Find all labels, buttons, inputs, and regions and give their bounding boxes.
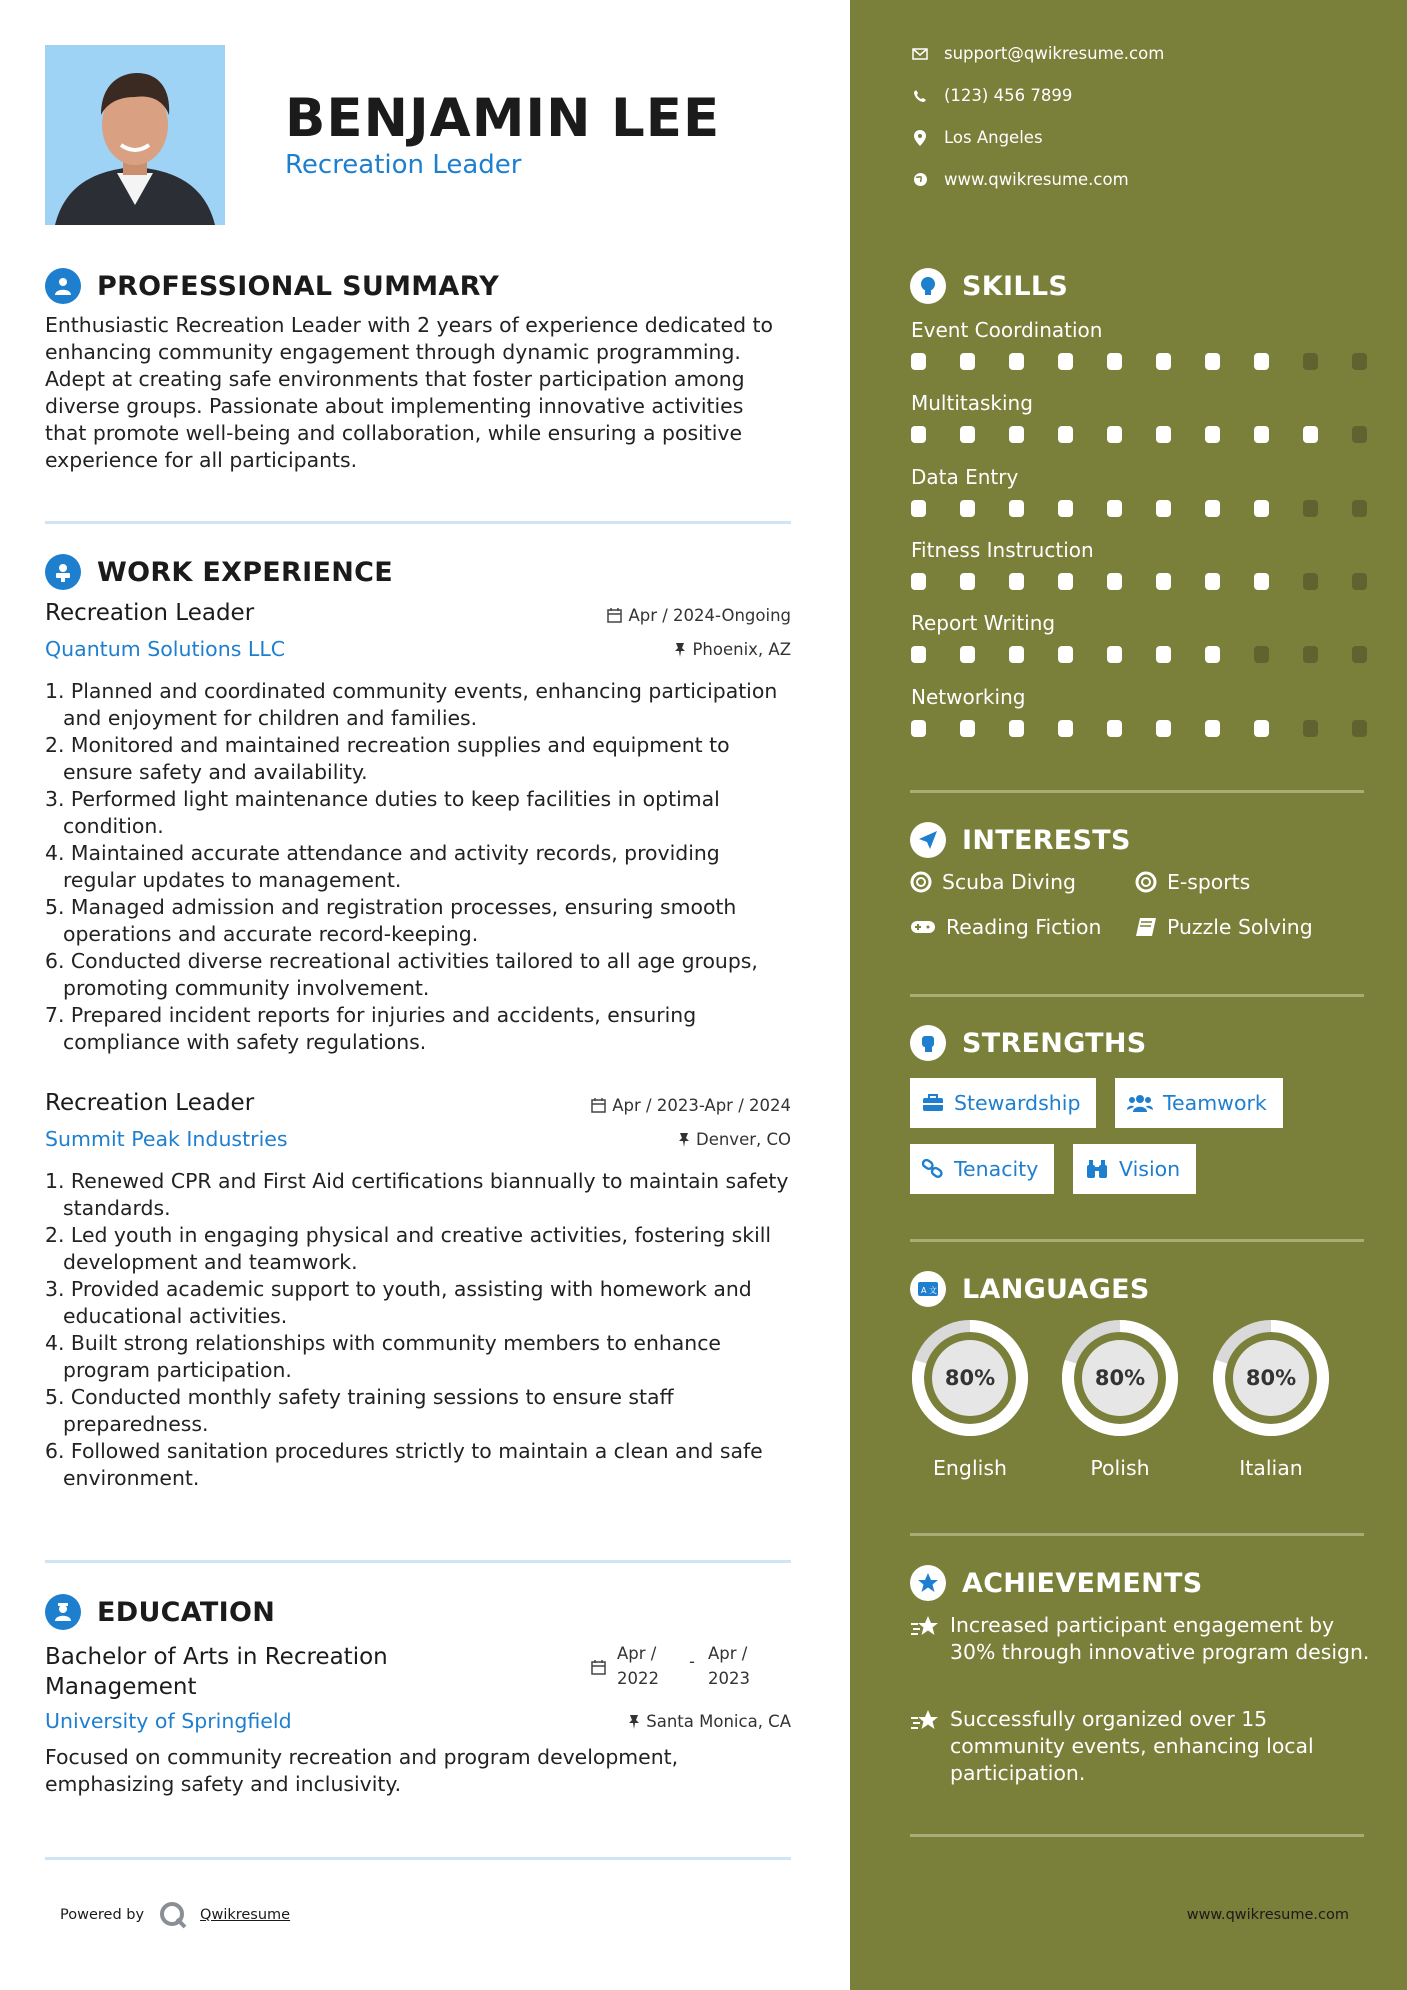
skill-dot-empty [1352,426,1367,443]
skill-dot-filled [911,573,926,590]
interest-label: Scuba Diving [942,870,1076,894]
skill-dot-filled [1009,646,1024,663]
education-title: EDUCATION [97,1596,276,1628]
fist-icon [910,1025,946,1061]
graduate-icon [45,1594,81,1630]
achievements-title: ACHIEVEMENTS [962,1567,1203,1599]
location-text: Los Angeles [944,128,1043,147]
skill-dot-filled [1058,353,1073,370]
job-date [607,606,791,625]
shooting-star-icon [910,1708,940,1734]
phone-icon [913,89,927,103]
language-name: Polish [1090,1456,1150,1480]
link-icon [922,1159,944,1179]
skill-dot-filled [1254,720,1269,737]
strength-label: Vision [1119,1157,1181,1181]
briefcase-icon [922,1094,944,1112]
calendar-icon [607,608,622,623]
skill-dot-filled [1058,500,1073,517]
strength-label: Tenacity [954,1157,1039,1181]
divider [910,790,1364,793]
languages-header [910,1271,1150,1307]
lifebuoy-icon [910,871,932,893]
users-icon [1127,1093,1153,1113]
skill-name: Fitness Instruction [911,538,1094,562]
interest-label: Puzzle Solving [1167,915,1313,939]
language-name: English [932,1456,1008,1480]
list-item: 4. Maintained accurate attendance and activity records, providing regular updates to management. [45,841,720,892]
language-name: Italian [1239,1456,1303,1480]
job-date-text: Apr / 2023-Apr / 2024 [612,1096,791,1115]
job-title: Recreation Leader [45,600,255,626]
briefcase-user-icon [45,554,81,590]
skill-dot-filled [960,646,975,663]
job-location [678,1130,791,1149]
skill-rating [911,720,1371,738]
skill-dot-empty [1303,500,1318,517]
skill-dot-filled [1009,500,1024,517]
skill-dot-empty [1303,720,1318,737]
language-progress-ring [1060,1318,1180,1438]
edu-end-month: Apr / [708,1644,748,1663]
globe-icon [913,172,928,187]
skill-dot-filled [1156,353,1171,370]
svg-text:文: 文 [929,1286,937,1295]
skill-rating [911,573,1371,591]
list-item: 7. Prepared incident reports for injuries and accidents, ensuring compliance with safety regulations. [45,1003,697,1054]
skill-dot-filled [1205,426,1220,443]
language-item [910,1318,1030,1480]
calendar-icon [591,1660,606,1675]
skill-dot-filled [1156,426,1171,443]
shooting-star-icon [910,1614,940,1640]
skill-dot-filled [1009,720,1024,737]
qwikresume-logo-icon [158,1900,188,1930]
list-item: 3. Performed light maintenance duties to keep facilities in optimal condition. [45,787,720,838]
list-item: 5. Conducted monthly safety training sessions to ensure staff preparedness. [45,1385,674,1436]
lightbulb-icon [910,268,946,304]
interest-item [910,870,1076,894]
strength-badge [910,1144,1054,1194]
skill-dot-filled [1009,353,1024,370]
skill-dot-filled [1254,426,1269,443]
skill-dot-empty [1352,500,1367,517]
skill-dot-filled [1156,646,1171,663]
job-date [591,1096,791,1115]
footer-website[interactable]: www.qwikresume.com [1186,1907,1349,1923]
education-section [45,1592,791,1812]
skill-name: Report Writing [911,611,1056,635]
education-location-text: Santa Monica, CA [646,1712,791,1731]
skill-dot-filled [1058,646,1073,663]
language-item [1060,1318,1180,1480]
powered-by [60,1900,290,1930]
language-progress-ring [1211,1318,1331,1438]
candidate-role: Recreation Leader [285,150,522,180]
skill-dot-filled [960,573,975,590]
list-item: 1. Renewed CPR and First Aid certifications biannually to maintain safety standards. [45,1169,789,1220]
job-company: Summit Peak Industries [45,1127,288,1151]
strength-badge [910,1078,1096,1128]
achievement-text: Successfully organized over 15 community events, enhancing local participation. [950,1707,1314,1785]
skill-dot-filled [960,500,975,517]
interest-item [1135,870,1250,894]
language-item [1211,1318,1331,1480]
skill-dot-empty [1303,573,1318,590]
language-icon [910,1271,946,1307]
contact-email [910,44,1164,63]
divider [910,1239,1364,1242]
skill-dot-empty [1352,720,1367,737]
job-entry [45,1090,791,1510]
job-location-text: Phoenix, AZ [692,640,791,659]
qwikresume-link[interactable]: Qwikresume [200,1907,291,1923]
skill-dot-filled [1058,426,1073,443]
experience-section [45,552,791,592]
skill-rating [911,500,1371,518]
divider [45,1857,791,1860]
job-location [674,640,791,659]
edu-end-year: 2023 [708,1669,750,1688]
powered-by-label: Powered by [60,1907,145,1923]
summary-section [45,266,791,474]
strength-label: Teamwork [1163,1091,1267,1115]
skill-dot-filled [1107,720,1122,737]
job-entry [45,600,791,1060]
achievement-item [910,1706,1370,1787]
skill-rating [911,646,1371,664]
skills-header [910,268,1068,304]
candidate-name: BENJAMIN LEE [285,88,721,149]
degree-title: Bachelor of Arts in Recreation Management [45,1644,388,1700]
avatar [45,45,225,225]
skill-dot-filled [1205,500,1220,517]
divider [45,1560,791,1563]
skill-dot-filled [1156,720,1171,737]
skill-dot-filled [1303,426,1318,443]
envelope-icon [912,48,928,60]
skill-dot-empty [1352,353,1367,370]
skill-dot-empty [1254,646,1269,663]
language-percent: 80% [1094,1366,1146,1390]
achievement-item [910,1612,1370,1666]
edu-start-year: 2022 [617,1669,659,1688]
skill-dot-filled [1254,573,1269,590]
skill-dot-filled [1058,573,1073,590]
interests-header [910,822,1131,858]
strength-badge [1073,1144,1196,1194]
job-company: Quantum Solutions LLC [45,637,286,661]
pin-icon [674,642,686,657]
divider [910,1834,1364,1837]
list-item: 6. Followed sanitation procedures strictly to maintain a clean and safe environment. [45,1439,763,1490]
skill-rating [911,426,1371,444]
job-title: Recreation Leader [45,1090,255,1116]
summary-title: PROFESSIONAL SUMMARY [97,270,500,302]
skill-dot-filled [911,720,926,737]
interest-item [1135,915,1313,939]
summary-text: Enthusiastic Recreation Leader with 2 years of experience dedicated to enhancing community engagement through dynamic programming. Adept at creating safe environments that foster participation among diverse groups. Passionate about implementing innovative activities that promote well-being and collaboration, while ensuring a positive experience for all participants. [45,313,773,472]
strengths-header [910,1025,1147,1061]
divider [910,994,1364,997]
strength-badge [1115,1078,1283,1128]
languages-title: LANGUAGES [962,1273,1150,1305]
paper-plane-icon [910,822,946,858]
list-item: 1. Planned and coordinated community events, enhancing participation and enjoyment for children and families. [45,679,778,730]
education-text: Focused on community recreation and program development, emphasizing safety and inclusivity. [45,1745,679,1796]
list-item: 5. Managed admission and registration processes, ensuring smooth operations and accurate record-keeping. [45,895,737,946]
divider [910,1533,1364,1536]
job-location-text: Denver, CO [695,1130,791,1149]
skill-dot-filled [1254,353,1269,370]
skill-dot-filled [1009,573,1024,590]
skill-dot-filled [911,500,926,517]
user-icon [45,268,81,304]
skill-dot-filled [911,646,926,663]
education-dates [591,1644,791,1694]
sidebar [850,0,1407,1990]
skill-dot-filled [1205,720,1220,737]
date-separator: - [689,1652,695,1671]
job-date-text: Apr / 2024-Ongoing [628,606,791,625]
language-percent: 80% [1245,1366,1297,1390]
email-text[interactable]: support@qwikresume.com [944,44,1165,63]
skill-dot-filled [1107,353,1122,370]
skill-dot-filled [911,353,926,370]
profile-photo [45,45,225,225]
skill-dot-empty [1303,353,1318,370]
job-duties [45,678,791,1056]
gamepad-icon [910,918,936,936]
skill-name: Event Coordination [911,318,1103,342]
calendar-icon [591,1098,606,1113]
experience-title: WORK EXPERIENCE [97,556,393,588]
skill-dot-filled [1107,646,1122,663]
skill-dot-filled [1009,426,1024,443]
interest-label: E-sports [1167,870,1251,894]
svg-text:A: A [921,1286,927,1295]
skill-dot-filled [1205,573,1220,590]
skill-dot-filled [960,426,975,443]
lifebuoy-icon [1135,871,1157,893]
skill-dot-filled [1205,646,1220,663]
skill-dot-filled [911,426,926,443]
pin-icon [678,1132,690,1147]
education-location [628,1712,791,1731]
list-item: 3. Provided academic support to youth, assisting with homework and educational activities. [45,1277,752,1328]
skills-title: SKILLS [962,270,1069,302]
pin-icon [628,1714,640,1729]
skill-name: Networking [911,685,1026,709]
language-progress-ring [910,1318,1030,1438]
interest-label: Reading Fiction [946,915,1102,939]
binoculars-icon [1085,1159,1109,1179]
skill-dot-empty [1352,573,1367,590]
edu-start-month: Apr / [617,1644,657,1663]
list-item: 2. Monitored and maintained recreation supplies and equipment to ensure safety and availability. [45,733,730,784]
skill-dot-filled [960,720,975,737]
skill-name: Multitasking [911,391,1033,415]
map-pin-icon [914,130,926,146]
skill-dot-filled [1156,573,1171,590]
skill-dot-filled [1058,720,1073,737]
skill-dot-filled [1107,573,1122,590]
interest-item [910,915,1101,939]
skill-dot-filled [1254,500,1269,517]
skill-dot-filled [1205,353,1220,370]
skill-dot-empty [1352,646,1367,663]
contact-phone [910,86,1072,105]
contact-website [910,170,1129,189]
skill-dot-empty [1303,646,1318,663]
school-name: University of Springfield [45,1709,292,1733]
contact-location [910,128,1043,147]
list-item: 6. Conducted diverse recreational activities tailored to all age groups, promoting community involvement. [45,949,758,1000]
achievement-text: Increased participant engagement by 30% through innovative program design. [950,1613,1370,1664]
list-item: 4. Built strong relationships with community members to enhance program participation. [45,1331,721,1382]
phone-text[interactable]: (123) 456 7899 [944,86,1073,105]
achievements-header [910,1565,1203,1601]
list-item: 2. Led youth in engaging physical and creative activities, fostering skill development and teamwork. [45,1223,772,1274]
skill-rating [911,353,1371,371]
skill-dot-filled [1107,500,1122,517]
strengths-title: STRENGTHS [962,1027,1147,1059]
book-icon [1135,917,1157,937]
skill-dot-filled [1107,426,1122,443]
skill-name: Data Entry [911,465,1019,489]
skill-dot-filled [1156,500,1171,517]
star-badge-icon [910,1565,946,1601]
website-text[interactable]: www.qwikresume.com [944,170,1129,189]
skill-dot-filled [960,353,975,370]
job-duties [45,1168,791,1492]
interests-title: INTERESTS [962,824,1131,856]
strength-label: Stewardship [954,1091,1081,1115]
language-percent: 80% [944,1366,996,1390]
divider [45,521,791,524]
